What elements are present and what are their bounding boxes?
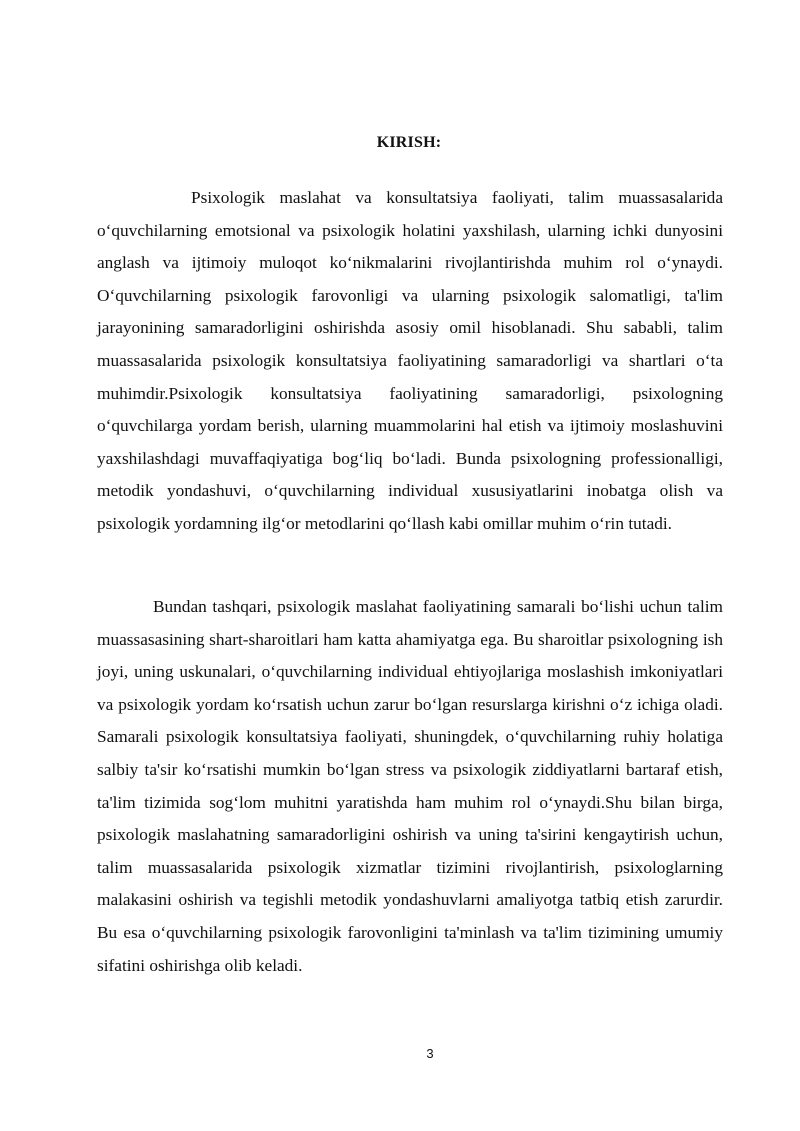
- section-heading: KIRISH:: [376, 134, 442, 151]
- paragraph-intro: Psixologik maslahat va konsultatsiya faoliyati, talim muassasalarida o‘quvchilarning emotsional va psixologik holatini yaxshilash, ularning ichki dunyosini anglash va ijtimoiy muloqot ko‘nikmalarini rivojlantirishda muhim rol o‘ynaydi. O‘quvchilarning psixologik farovonligi va ularning psixologik salomatligi, ta'lim jarayonining samaradorligini oshirishda asosiy omil hisoblanadi. Shu sababli, talim muassasalarida psixologik konsultatsiya faoliyatining samaradorligi va shartlari o‘ta muhimdir.Psixologik konsultatsiya faoliyatining samaradorligi, psixologning o‘quvchilarga yordam berish, ularning muammolarini hal etish va ijtimoiy moslashuvini yaxshilashdagi muvaffaqiyatiga bog‘liq bo‘ladi. Bunda psixologning professionalligi, metodik yondashuvi, o‘quvchilarning individual xususiyatlarini inobatga olish va psixologik yordamning ilg‘or metodlarini qo‘llash kabi omillar muhim o‘rin tutadi.: [97, 188, 723, 533]
- page-number: 3: [426, 1046, 434, 1061]
- paragraph-conditions: Bundan tashqari, psixologik maslahat faoliyatining samarali bo‘lishi uchun talim muassasasining shart-sharoitlari ham katta ahamiyatga ega. Bu sharoitlar psixologning ish joyi, uning uskunalari, o‘quvchilarning individual ehtiyojlariga moslashish imkoniyatlari va psixologik yordam ko‘rsatish uchun zarur bo‘lgan resurslarga kirishni o‘z ichiga oladi. Samarali psixologik konsultatsiya faoliyati, shuningdek, o‘quvchilarning ruhiy holatiga salbiy ta'sir ko‘rsatishi mumkin bo‘lgan stress va psixologik ziddiyatlarni bartaraf etish, ta'lim tizimida sog‘lom muhitni yaratishda ham muhim rol o‘ynaydi.Shu bilan birga, psixologik maslahatning samaradorligini oshirish va uning ta'sirini kengaytirish uchun, talim muassasalarida psixologik xizmatlar tizimini rivojlantirish, psixologlarning malakasini oshirish va tegishli metodik yondashuvlarni amaliyotga tatbiq etish zarurdir. Bu esa o‘quvchilarning psixologik farovonligini ta'minlash va ta'lim tizimining umumiy sifatini oshirishga olib keladi.: [97, 597, 723, 975]
